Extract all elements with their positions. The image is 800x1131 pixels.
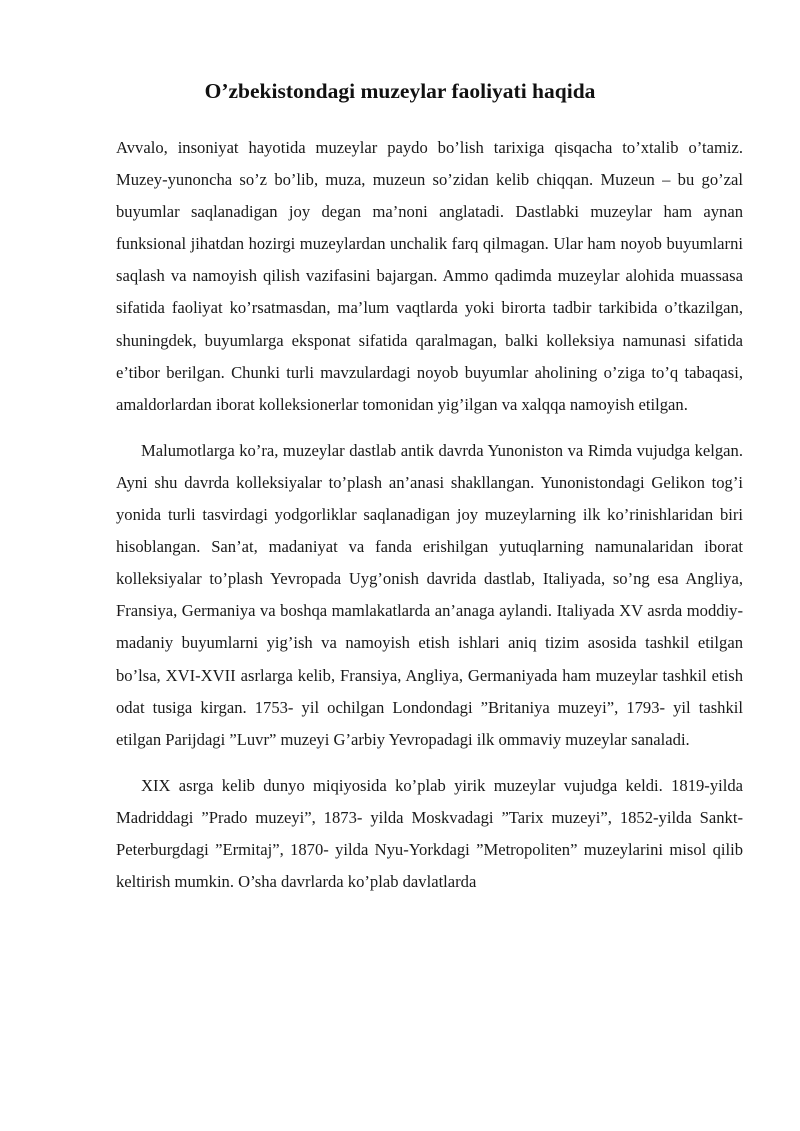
paragraph-intro: Avvalo, insoniyat hayotida muzeylar paydo bo’lish tarixiga qisqacha to’xtalib o’tamiz. Muzey-yunoncha so’z bo’lib, muza, muzeun so’zidan kelib chiqqan. Muzeun – bu go’zal buyumlar saqlanadigan joy degan ma’noni anglatadi. Dastlabki muzeylar ham aynan funksional jihatdan hozirgi muzeylardan unchalik farq qilmagan. Ular ham noyob buyumlarni saqlash va namoyish qilish vazifasini bajargan. Ammo qadimda muzeylar alohida muassasa sifatida faoliyat ko’rsatmasdan, ma’lum vaqtlarda yoki birorta tadbir tarkibida o’tkazilgan, shuningdek, buyumlarga eksponat sifatida qaralmagan, balki kolleksiya namunasi sifatida e’tibor berilgan. Chunki turli mavzulardagi noyob buyumlar aholining o’ziga to’q tabaqasi, amaldorlardan iborat kolleksionerlar tomonidan yig’ilgan va xalqqa namoyish etilgan. [116,138,743,414]
document-title: O’zbekistondagi muzeylar faoliyati haqida [204,79,596,103]
document-body [116,132,743,912]
paragraph-nineteenth-century: XIX asrga kelib dunyo miqiyosida ko’plab yirik muzeylar vujudga keldi. 1819-yilda Madriddagi ”Prado muzeyi”, 1873- yilda Moskvadagi ”Tarix muzeyi”, 1852-yilda Sankt-Peterburgdagi ”Ermitaj”, 1870- yilda Nyu-Yorkdagi ”Metropoliten” muzeylarini misol qilib keltirish mumkin. O’sha davrlarda ko’plab davlatlarda [116,775,743,892]
paragraph-antiquity: Malumotlarga ko’ra, muzeylar dastlab antik davrda Yunoniston va Rimda vujudga kelgan. Ayni shu davrda kolleksiyalar to’plash an’anasi shakllangan. Yunonistondagi Gelikon tog’i yonida turli tasvirdagi yodgorliklar saqlanadigan joy muzeylarning ilk ko’rinishlaridan biri hisoblangan. San’at, madaniyat va fanda erishilgan yutuqlarning namunalaridan iborat kolleksiyalar to’plash Yevropada Uyg’onish davrida dastlab, Italiyada, so’ng esa Angliya, Fransiya, Germaniya va boshqa mamlakatlarda an’anaga aylandi. Italiyada XV asrda moddiy-madaniy buyumlarni yig’ish va namoyish etish ishlari aniq tizim asosida tashkil etilgan bo’lsa, XVI-XVII asrlarga kelib, Fransiya, Angliya, Germaniyada ham muzeylar tashkil etish odat tusiga kirgan. 1753- yil ochilgan Londondagi ”Britaniya muzeyi”, 1793- yil tashkil etilgan Parijdagi ”Luvr” muzeyi G’arbiy Yevropadagi ilk ommaviy muzeylar sanaladi. [116,440,743,749]
